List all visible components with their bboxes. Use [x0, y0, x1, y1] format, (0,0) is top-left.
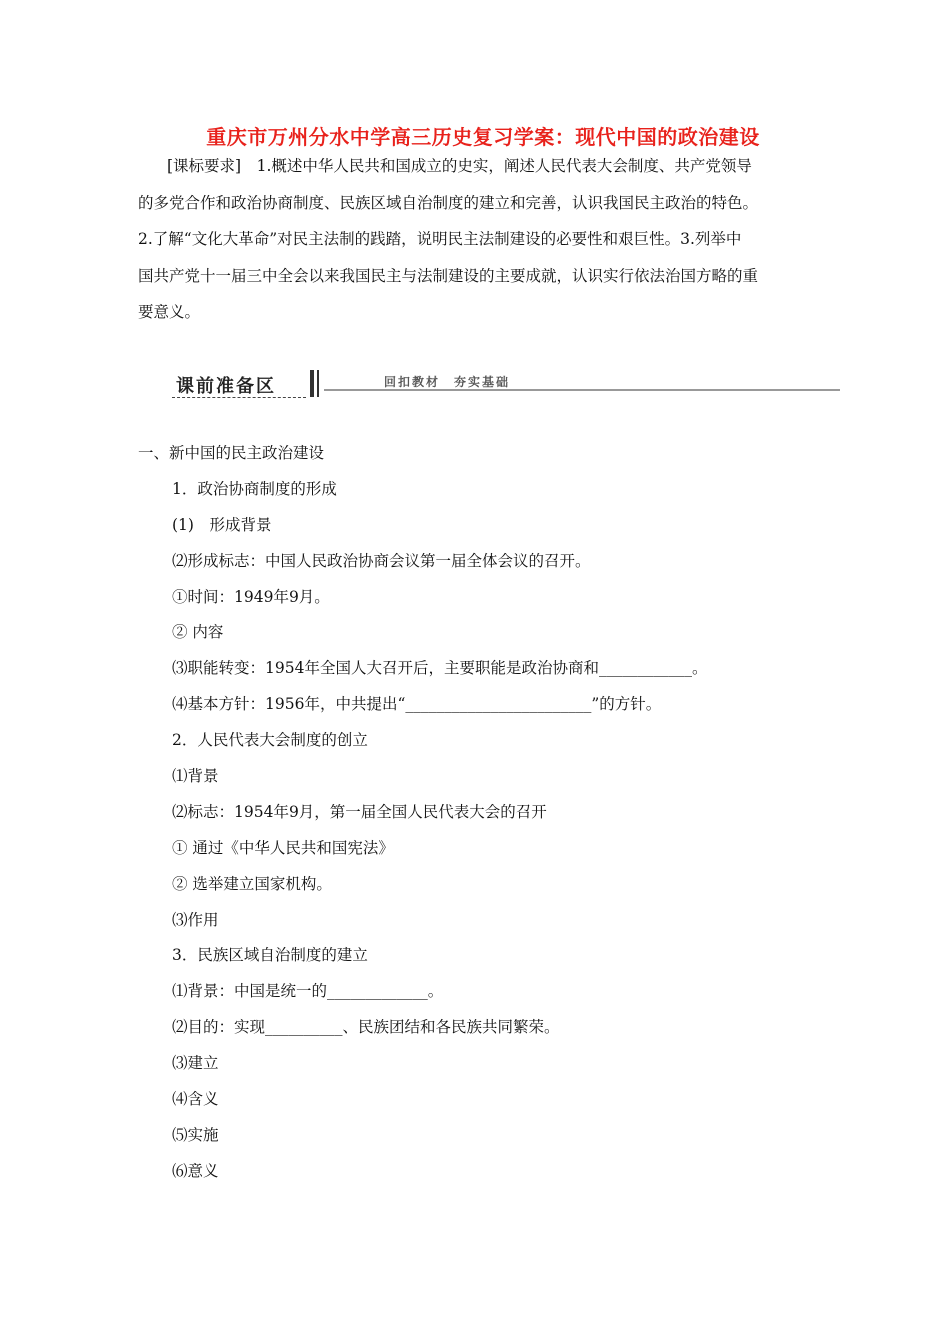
outline-item: ⑵形成标志：中国人民政治协商会议第一届全体会议的召开。 — [172, 551, 591, 570]
outline-item-fill-blank: ⑴背景：中国是统一的_____________。 — [172, 982, 444, 1001]
banner-dashed-underline — [172, 397, 306, 398]
outline-item: ⑶建立 — [172, 1054, 219, 1073]
requirement-line: 2.了解“文化大革命”对民主法制的践踏，说明民主法制建设的必要性和艰巨性。3.列举中 — [138, 230, 742, 248]
curriculum-requirements — [138, 148, 828, 331]
banner-divider-thin — [317, 370, 319, 397]
banner-divider — [310, 370, 314, 397]
outline-item: ⑷含义 — [172, 1090, 219, 1109]
outline-item: ⑸实施 — [172, 1125, 219, 1144]
requirement-line: [课标要求] 1.概述中华人民共和国成立的史实，阐述人民代表大会制度、共产党领导 — [167, 157, 752, 175]
outline-item: ①时间：1949年9月。 — [172, 587, 330, 606]
requirement-line: 的多党合作和政治协商制度、民族区域自治制度的建立和完善，认识我国民主政治的特色。 — [138, 193, 759, 212]
section-banner-title: 课前准备区 — [176, 376, 276, 397]
outline-item: ⑶作用 — [172, 910, 219, 929]
requirement-line: 国共产党十一届三中全会以来我国民主与法制建设的主要成就，认识实行依法治国方略的重 — [138, 266, 759, 285]
outline-item: ① 通过《中华人民共和国宪法》 — [172, 838, 394, 857]
outline-item-fill-blank: ⑷基本方针：1956年，中共提出“________________________”的方针。 — [172, 695, 662, 714]
outline-item: ⑹意义 — [172, 1161, 219, 1180]
outline-subheading: 1．政治协商制度的形成 — [172, 479, 337, 498]
outline-item: ② 内容 — [172, 623, 224, 642]
study-outline — [138, 436, 838, 1190]
outline-subheading: 2．人民代表大会制度的创立 — [172, 731, 368, 750]
outline-item: ⑴背景 — [172, 767, 219, 786]
document-title: 重庆市万州分水中学高三历史复习学案：现代中国的政治建设 — [206, 125, 760, 149]
outline-subheading: 3．民族区域自治制度的建立 — [172, 946, 368, 965]
outline-item: ② 选举建立国家机构。 — [172, 874, 332, 893]
outline-item-fill-blank: ⑶职能转变：1954年全国人大召开后，主要职能是政治协商和____________。 — [172, 659, 708, 678]
outline-heading: 一、新中国的民主政治建设 — [138, 444, 325, 462]
section-banner-subtitle: 回扣教材 夯实基础 — [384, 375, 511, 389]
outline-item: (1) 形成背景 — [172, 515, 272, 534]
outline-item-fill-blank: ⑵目的：实现__________、民族团结和各民族共同繁荣。 — [172, 1018, 560, 1037]
requirement-line: 要意义。 — [138, 303, 201, 321]
outline-item: ⑵标志：1954年9月，第一届全国人民代表大会的召开 — [172, 802, 547, 821]
section-banner — [172, 368, 840, 404]
